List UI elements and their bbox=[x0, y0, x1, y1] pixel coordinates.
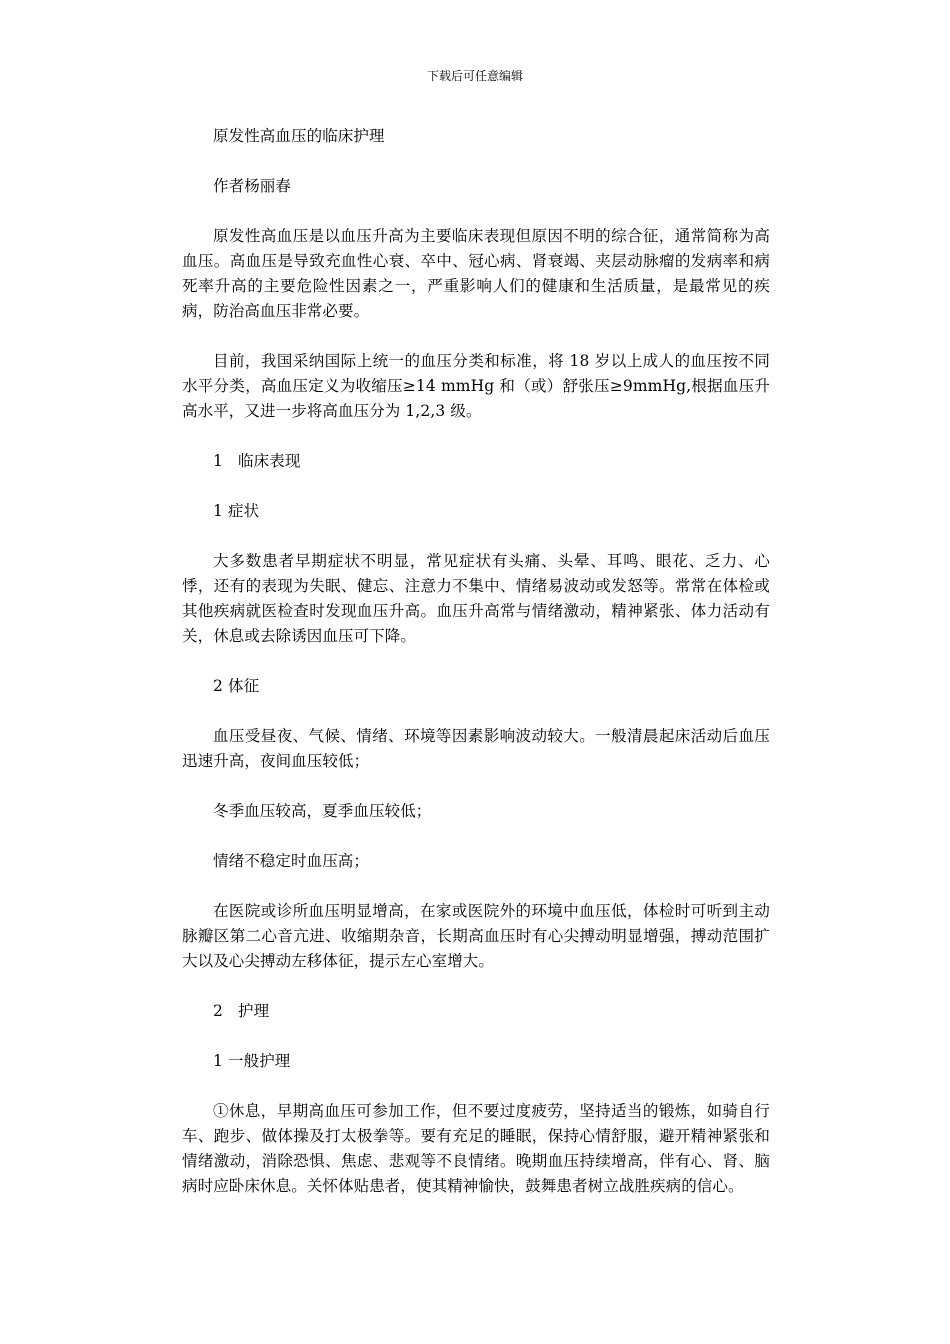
paragraph-rest: ①休息，早期高血压可参加工作，但不要过度疲劳，坚持适当的锻炼，如骑自行车、跑步、做体操及打太极拳等。要有充足的睡眠，保持心情舒服，避开精神紧张和情绪激动，消除恐惧、焦虑、悲观等不良情绪。晚期血压持续增高，伴有心、肾、脑病时应卧床休息。关怀体贴患者，使其精神愉快，鼓舞患者树立战胜疾病的信心。 bbox=[182, 1102, 770, 1195]
subsection-heading-symptoms: 1 症状 bbox=[213, 502, 260, 520]
paragraph-classification: 目前，我国采纳国际上统一的血压分类和标准，将 18 岁以上成人的血压按不同水平分类，高血压定义为收缩压≥14 mmHg 和（或）舒张压≥9mmHg,根据血压升高水平，又进一步将高血压分为 1,2,3 级。 bbox=[182, 352, 770, 420]
paragraph-intro: 原发性高血压是以血压升高为主要临床表现但原因不明的综合征，通常简称为高血压。高血压是导致充血性心衰、卒中、冠心病、肾衰竭、夹层动脉瘤的发病率和病死率升高的主要危险性因素之一，严重影响人们的健康和生活质量，是最常见的疾病，防治高血压非常必要。 bbox=[182, 227, 770, 320]
document-body bbox=[182, 124, 770, 1224]
document-author: 作者杨丽春 bbox=[213, 177, 292, 195]
paragraph-signs-clinic: 在医院或诊所血压明显增高，在家或医院外的环境中血压低，体检时可听到主动脉瓣区第二心音亢进、收缩期杂音，长期高血压时有心尖搏动明显增强，搏动范围扩大以及心尖搏动左移体征，提示左心室增大。 bbox=[182, 902, 770, 970]
paragraph-signs-season: 冬季血压较高，夏季血压较低； bbox=[213, 802, 432, 820]
page-header-note: 下载后可任意编辑 bbox=[426, 69, 523, 83]
paragraph-signs-daily: 血压受昼夜、气候、情绪、环境等因素影响波动较大。一般清晨起床活动后血压迅速升高，夜间血压较低； bbox=[182, 727, 770, 770]
document-title: 原发性高血压的临床护理 bbox=[213, 127, 385, 145]
subsection-heading-general-care: 1 一般护理 bbox=[213, 1052, 291, 1070]
section-heading-clinical: 1 临床表现 bbox=[213, 452, 301, 470]
paragraph-symptoms: 大多数患者早期症状不明显，常见症状有头痛、头晕、耳鸣、眼花、乏力、心悸，还有的表现为失眠、健忘、注意力不集中、情绪易波动或发怒等。常常在体检或其他疾病就医检查时发现血压升高。血压升高常与情绪激动，精神紧张、体力活动有关，休息或去除诱因血压可下降。 bbox=[182, 552, 770, 645]
paragraph-signs-emotion: 情绪不稳定时血压高； bbox=[213, 852, 370, 870]
section-heading-nursing: 2 护理 bbox=[213, 1002, 270, 1020]
subsection-heading-signs: 2 体征 bbox=[213, 677, 260, 695]
